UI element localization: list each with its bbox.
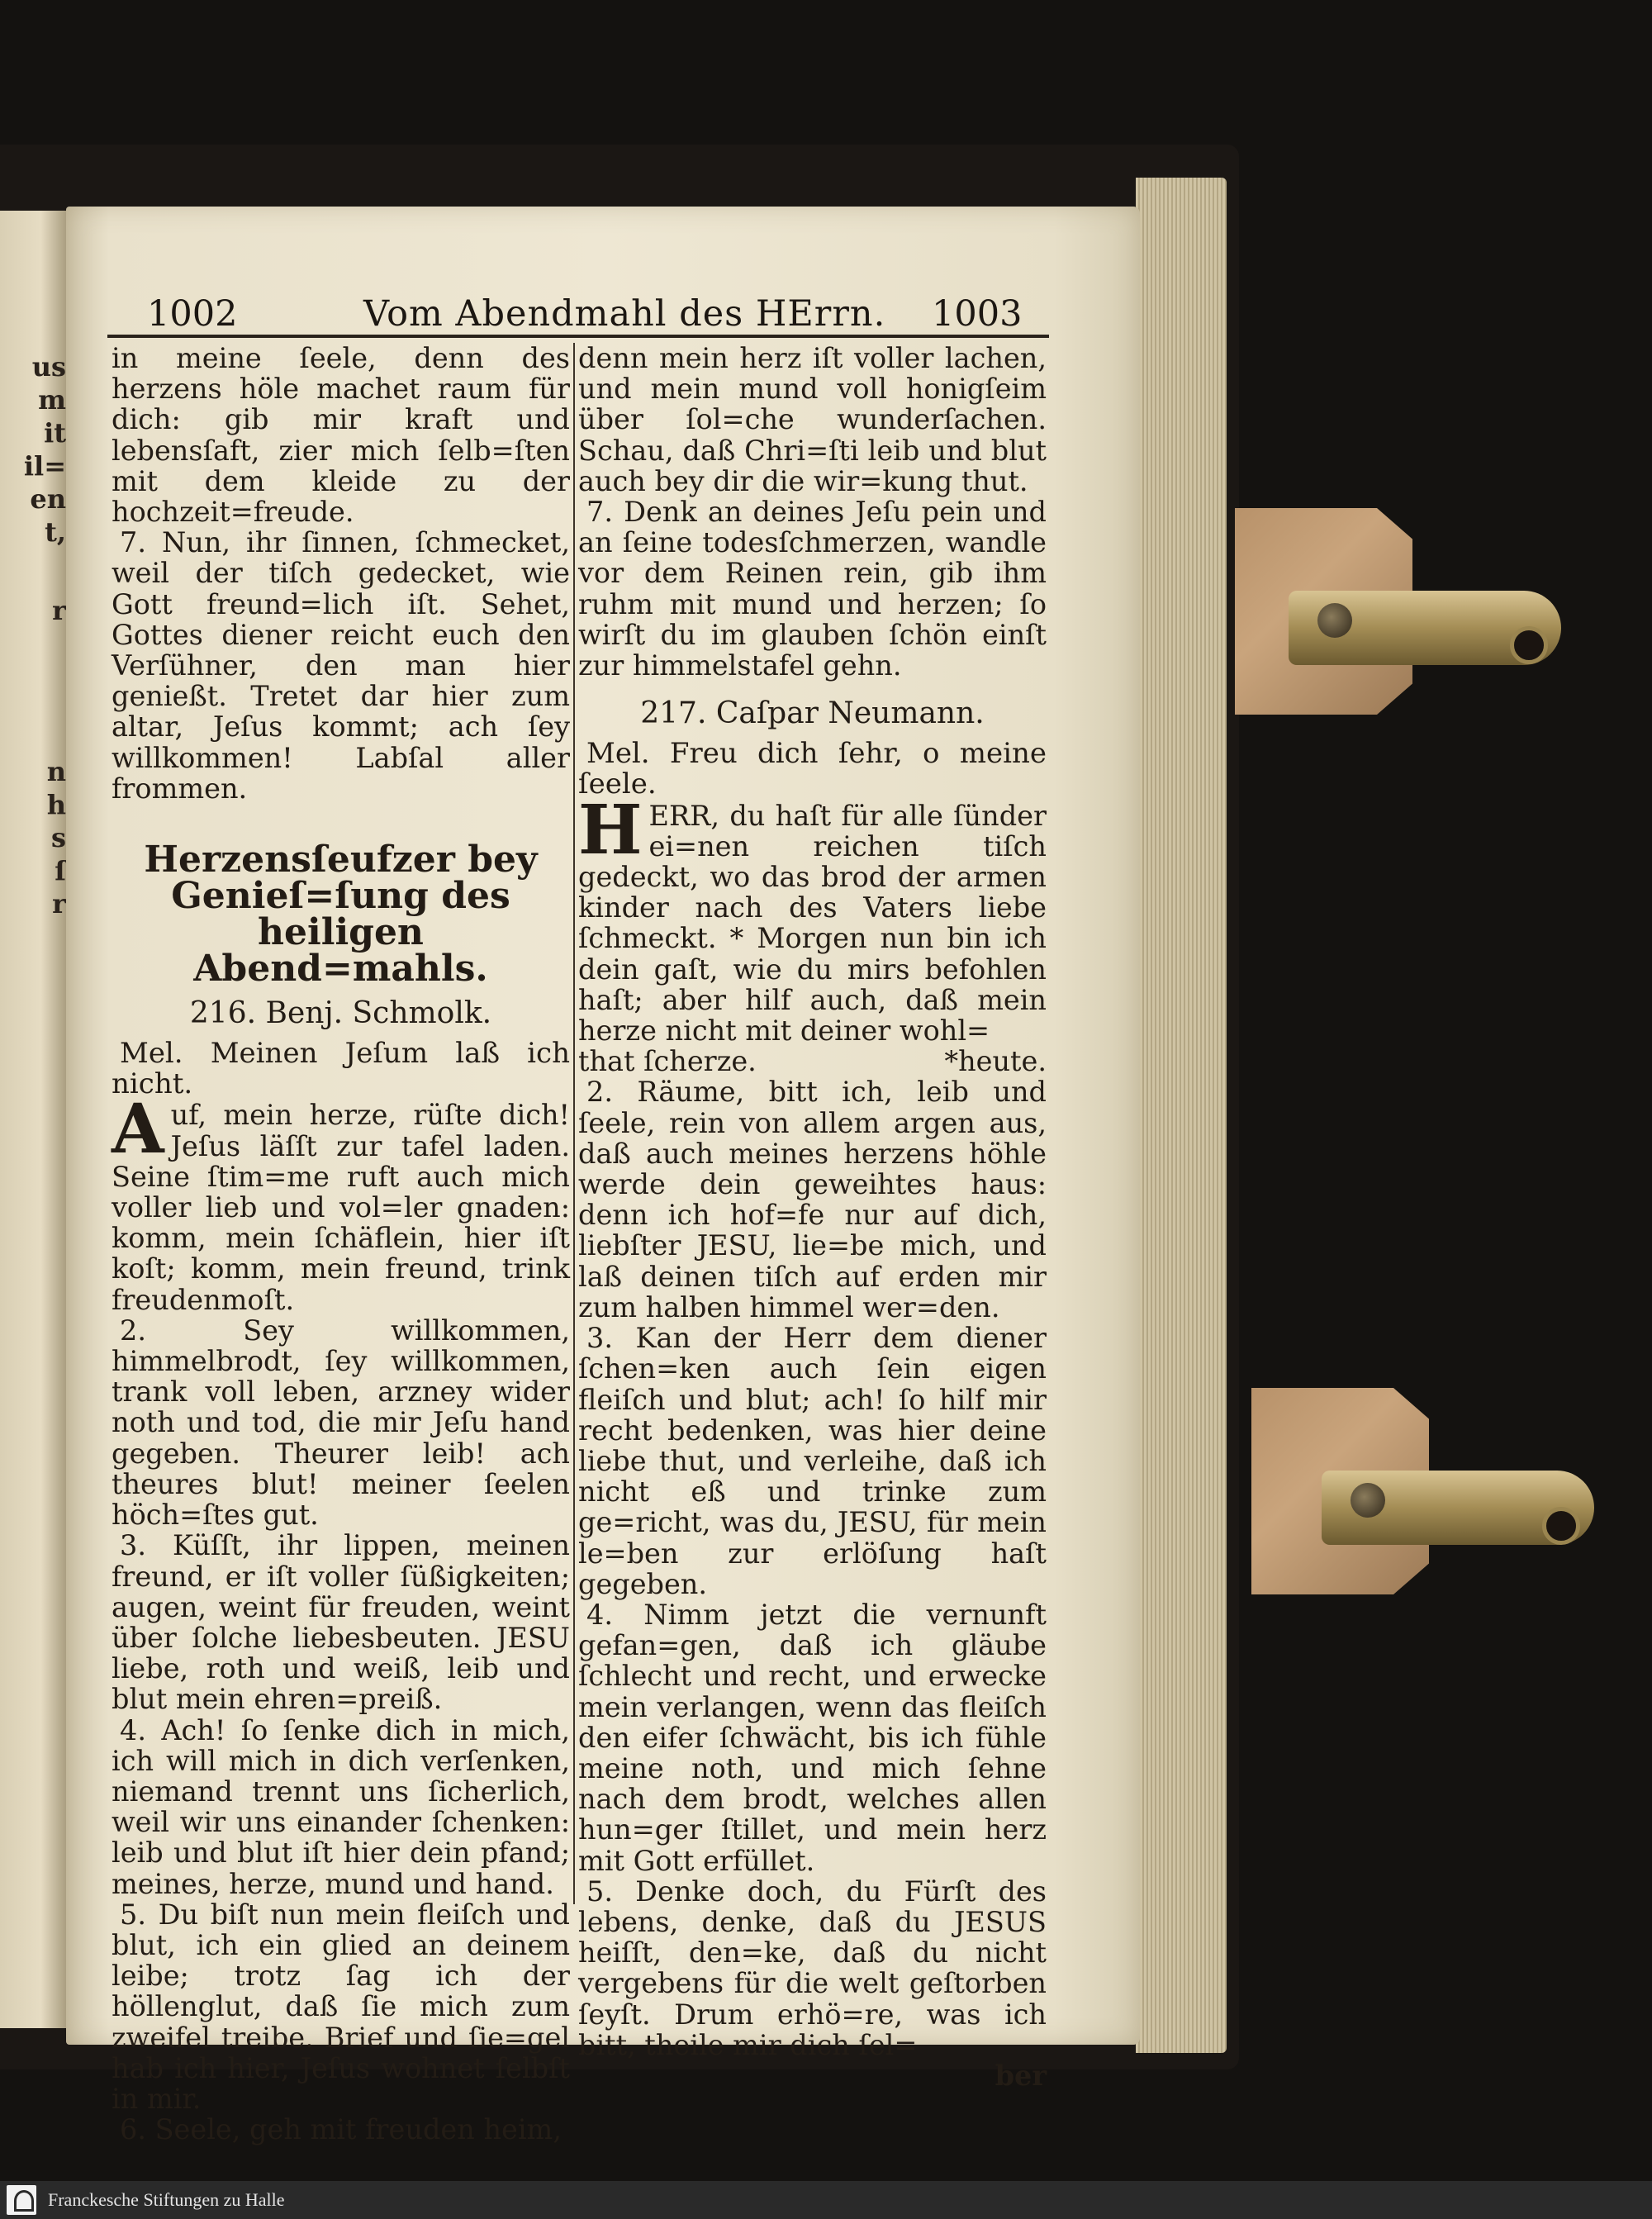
left-page-edge <box>0 211 68 2028</box>
verse-1 <box>578 790 1047 1048</box>
clasp-hole-icon <box>1510 626 1548 664</box>
left-fragment: t, <box>45 516 66 548</box>
left-fragment: us <box>31 351 66 383</box>
left-fragment: s <box>50 822 66 853</box>
verse-text: ERR, du haſt für alle ſünder ei=nen reichen tiſch gedeckt, wo das brod der armen kinder nach des Vaters liebe ſchmeckt. * Morgen nun bin ich dein gaſt, wie du mirs befohlen haſt; aber hilf auch, daß mein herze nicht mit deiner wohl= <box>578 799 1047 1048</box>
verse-text: that ſcherze. <box>578 1045 757 1078</box>
header-rule <box>107 335 1049 338</box>
drop-capital: H <box>578 790 643 870</box>
page-number-left: 1002 <box>147 293 238 335</box>
verse-3: 3. Küſſt, ihr lippen, meinen freund, er iſt voller ſüßigkeiten; augen, weint für freuden, weint über ſolche liebesbeuten. JESU liebe, roth und weiß, leib und blut mein ehren=preiß. <box>112 1529 570 1716</box>
rivet-icon <box>1351 1483 1385 1518</box>
page-number-right: 1003 <box>932 293 1023 335</box>
verse-2: 2. Räume, bitt ich, leib und ſeele, rein von allem argen aus, daß auch meines herzens höhle werde dein geweihtes haus: denn ich hof=fe nur auf dich, liebſter JESU, lie=be mich, und laß deinen tiſch auf erden mir zum halben himmel wer=den. <box>578 1076 1047 1323</box>
verse-text: uf, mein herze, rüſte dich! Jeſus läſſt zur tafel laden. Seine ſtim=me ruft auch mich voller lieb und vol=ler gnaden: komm, mein ſchäflein, hier iſt koſt; komm, mein freund, trink freudenmoſt. <box>112 1099 570 1316</box>
left-fragment: ſ <box>55 855 66 886</box>
hymn-number: 217. Caſpar Neumann. <box>640 696 985 731</box>
footer-bar <box>0 2181 1652 2219</box>
text-column-left <box>112 343 570 2145</box>
running-title: Vom Abendmahl des HErrn. <box>363 293 886 335</box>
left-fragment: it <box>44 417 66 449</box>
text-column-right <box>578 343 1047 2091</box>
verse-2: 2. Sey willkommen, himmelbrodt, ſey willkommen, trank voll leben, arzney wider noth und tod, die mir Jeſu hand gegeben. Theurer leib! ach theures blut! meiner ſeelen höch=ſtes gut. <box>112 1314 570 1532</box>
melody-line: Mel. Meinen Jeſum laß ich nicht. <box>112 1037 570 1101</box>
left-fragment: h <box>46 789 66 820</box>
section-heading: Herzensſeufzer bey Genieſ=ſung des heiligen Abend=mahls. <box>144 839 538 991</box>
column-divider <box>573 343 575 1904</box>
verse: 7. Nun, ihr ſinnen, ſchmecket, weil der tiſch gedecket, wie Gott freund=lich iſt. Sehet, Gottes diener reicht euch den Verſühner, den man hier genießt. Tretet dar hier zum altar, Jeſus kommt; ach ſey willkommen! Labſal aller frommen. <box>112 526 570 805</box>
left-fragment: m <box>38 384 66 416</box>
melody-line: Mel. Freu dich ſehr, o meine ſeele. <box>578 737 1047 801</box>
left-fragment: r <box>52 595 66 626</box>
clasp-hole-icon <box>1542 1507 1580 1545</box>
verse: 7. Denk an deines Jeſu pein und an ſeine todesſchmerzen, wandle vor dem Reinen rein, gib ihm ruhm mit mund und herzen; ſo wirſt du im glauben ſchön einſt zur himmelstafel gehn. <box>578 496 1047 682</box>
verse-5: 5. Denke doch, du Fürſt des lebens, denke, daß du JESUS heiſſt, den=ke, daß du nicht vergebens für die welt geſtorben ſeyſt. Drum erhö=re, was ich bitt, theile mir dich ſel= <box>578 1875 1047 2061</box>
verse-4: 4. Ach! ſo ſenke dich in mich, ich will mich in dich verſenken, niemand trennt uns ſicherlich, weil wir uns einander ſchenken: leib und blut iſt hier dein pfand; meines, herze, mund und hand. <box>112 1713 570 1900</box>
left-fragment: il= <box>23 450 66 482</box>
left-fragment: r <box>52 888 66 919</box>
hymn-number: 216. Benj. Schmolk. <box>189 996 492 1031</box>
paragraph: in meine ſeele, denn des herzens höle machet raum für dich: gib mir kraft und lebensſaft, zier mich ſelb=ſten mit dem kleide zu der hochzeit=freude. <box>112 342 570 529</box>
verse-3: 3. Kan der Herr dem diener ſchen=ken auch ſein eigen fleiſch und blut; ach! ſo hilf mir recht bedenken, was hier deine liebe thut, und verleihe, daß ich nicht eß und trinke zum ge=richt, was du, JESU, für mein le=ben zur erlöſung haſt gegeben. <box>578 1322 1047 1600</box>
verse-4: 4. Nimm jetzt die vernunft gefan=gen, daß ich gläube ſchlecht und recht, und erwecke mein verlangen, wenn das fleiſch den eifer ſchwächt, bis ich fühle meine noth, und mich ſehne nach dem brodt, welches allen hun=ger ſtillet, und mein herz mit Gott erfüllet. <box>578 1598 1047 1877</box>
footnote: *heute. <box>944 1045 1047 1078</box>
catchword: ber <box>995 2059 1047 2092</box>
footer-credit: Franckesche Stiftungen zu Halle <box>48 2189 285 2210</box>
verse-6: 6. Seele, geh mit freuden heim, <box>120 2113 562 2146</box>
institution-logo-icon <box>7 2185 36 2215</box>
rivet-icon <box>1317 603 1352 638</box>
left-fragment: en <box>30 483 66 515</box>
verse-1 <box>112 1090 570 1316</box>
verse-end-line <box>578 1046 1047 1076</box>
paragraph: denn mein herz iſt voller lachen, und mein mund voll honigſeim über ſol=che wunderſachen. Schau, daß Chri=ſti leib und blut auch bey dir die wir=kung thut. <box>578 342 1047 497</box>
verse-5: 5. Du biſt nun mein fleiſch und blut, ich ein glied an deinem leibe; trotz ſag ich der höllenglut, daß ſie mich zum zweifel treibe. Brief und ſie=gel hab ich hier, Jeſus wohnet ſelbſt in mir. <box>112 1898 570 2115</box>
page-edges <box>1136 178 1227 2053</box>
drop-capital: A <box>112 1090 164 1170</box>
left-fragment: n <box>46 756 66 787</box>
